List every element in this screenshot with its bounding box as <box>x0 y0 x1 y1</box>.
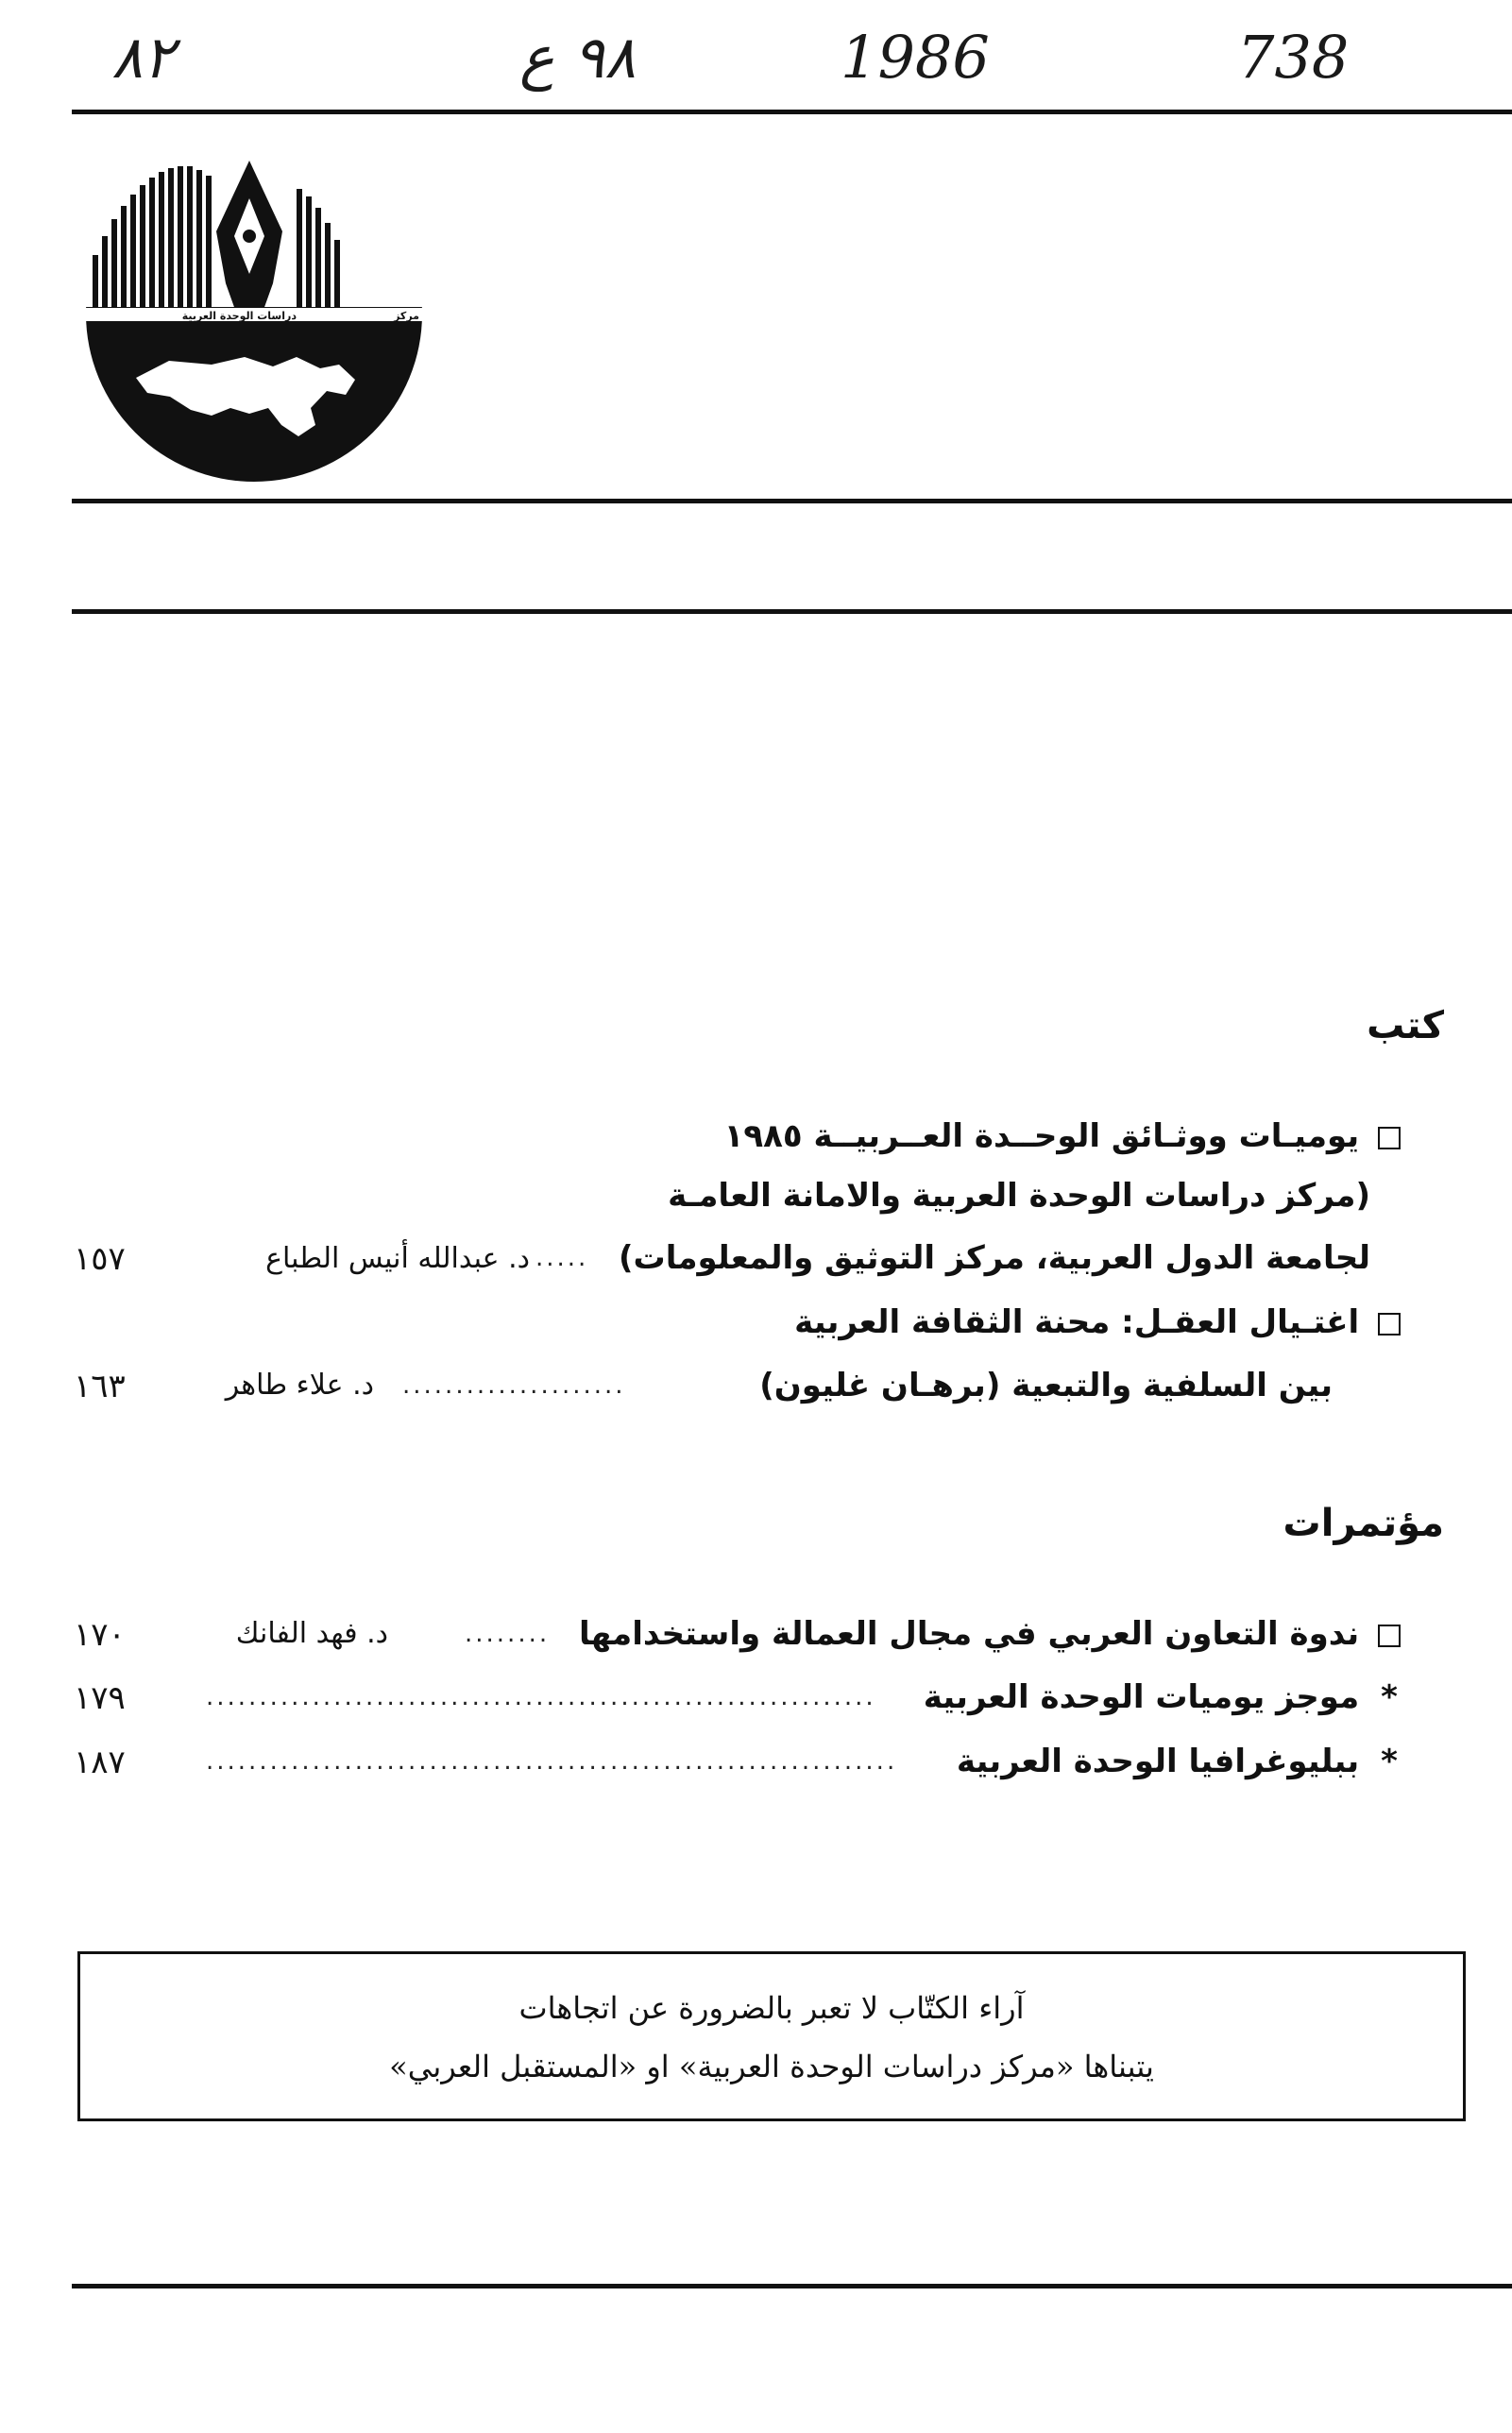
checkbox-icon <box>1370 1117 1408 1155</box>
top-rule <box>72 110 1512 114</box>
rule-2 <box>72 609 1512 614</box>
checkbox-icon <box>1370 1303 1408 1341</box>
section-title-conferences: مؤتمرات <box>1283 1502 1444 1545</box>
leader-dots: ........ <box>465 1620 551 1648</box>
conference-entry-1 <box>579 1615 1408 1653</box>
disclaimer-line-2: يتبناها «مركز دراسات الوحدة العربية» او «المستقبل العربي» <box>389 2049 1154 2084</box>
disclaimer-line-1: آراء الكتّاب لا تعبر بالضرورة عن اتجاهات <box>518 1990 1025 2026</box>
book-entry-1-line-1 <box>724 1117 1408 1155</box>
conference-entry-1-page: ١٧٠ <box>74 1616 126 1654</box>
book-entry-1-line-2: (مركز دراسات الوحدة العربية والامانة العامـة <box>668 1177 1370 1215</box>
conference-entry-3-title: ببليوغرافيا الوحدة العربية <box>956 1743 1360 1780</box>
book-entry-1-line-3: لجامعة الدول العربية، مركز التوثيق والمعلومات) <box>618 1239 1370 1277</box>
asterisk-icon: * <box>1381 1743 1398 1780</box>
leader-dots: ............................................................... <box>206 1683 876 1711</box>
handwritten-issue: ٩٨ ع <box>519 23 637 92</box>
book-entry-2-author: د. علاء طاهر <box>225 1369 374 1402</box>
conference-entry-1-author: د. فهد الفانك <box>235 1617 388 1650</box>
conference-entry-1-title: ندوة التعاون العربي في مجال العمالة واستخدامها <box>578 1615 1360 1653</box>
conference-entry-3-page: ١٨٧ <box>74 1744 126 1781</box>
book-entry-2-line-1 <box>794 1303 1408 1341</box>
handwritten-number-left: ٨٢ <box>111 23 175 92</box>
leader-dots: ................................................................. <box>206 1747 898 1776</box>
book-entry-1-page: ١٥٧ <box>74 1240 126 1278</box>
leader-dots: ..... <box>535 1244 589 1272</box>
book-entry-2-line-2: بين السلفية والتبعية (برهـان غليون) <box>759 1367 1333 1404</box>
handwritten-catalog-number: 738 <box>1237 23 1350 92</box>
book-entry-2-page: ١٦٣ <box>74 1368 126 1405</box>
book-entry-1-title: يوميـات ووثـائق الوحــدة العــربيــة ١٩٨٥ <box>723 1117 1360 1155</box>
conference-entry-3 <box>957 1743 1408 1780</box>
leader-dots: ..................... <box>402 1371 626 1400</box>
disclaimer-box <box>77 1951 1466 2121</box>
book-entry-2-title: اغتـيال العقـل: محنة الثقافة العربية <box>794 1303 1360 1341</box>
rule-below-logo <box>72 499 1512 503</box>
conference-entry-2 <box>924 1678 1408 1716</box>
conference-entry-2-page: ١٧٩ <box>74 1679 126 1717</box>
logo-label-left: دراسات الوحدة العربية <box>181 310 297 322</box>
bottom-rule <box>72 2284 1512 2288</box>
section-title-books: كتب <box>1367 1004 1444 1047</box>
checkbox-icon <box>1370 1615 1408 1653</box>
center-logo <box>79 142 429 482</box>
book-entry-1-author: د. عبدالله أنيس الطباع <box>265 1242 530 1275</box>
handwritten-year: 1986 <box>841 23 990 92</box>
logo-label-right: مركز <box>394 310 419 322</box>
conference-entry-2-title: موجز يوميات الوحدة العربية <box>923 1678 1360 1716</box>
asterisk-icon: * <box>1381 1678 1398 1716</box>
